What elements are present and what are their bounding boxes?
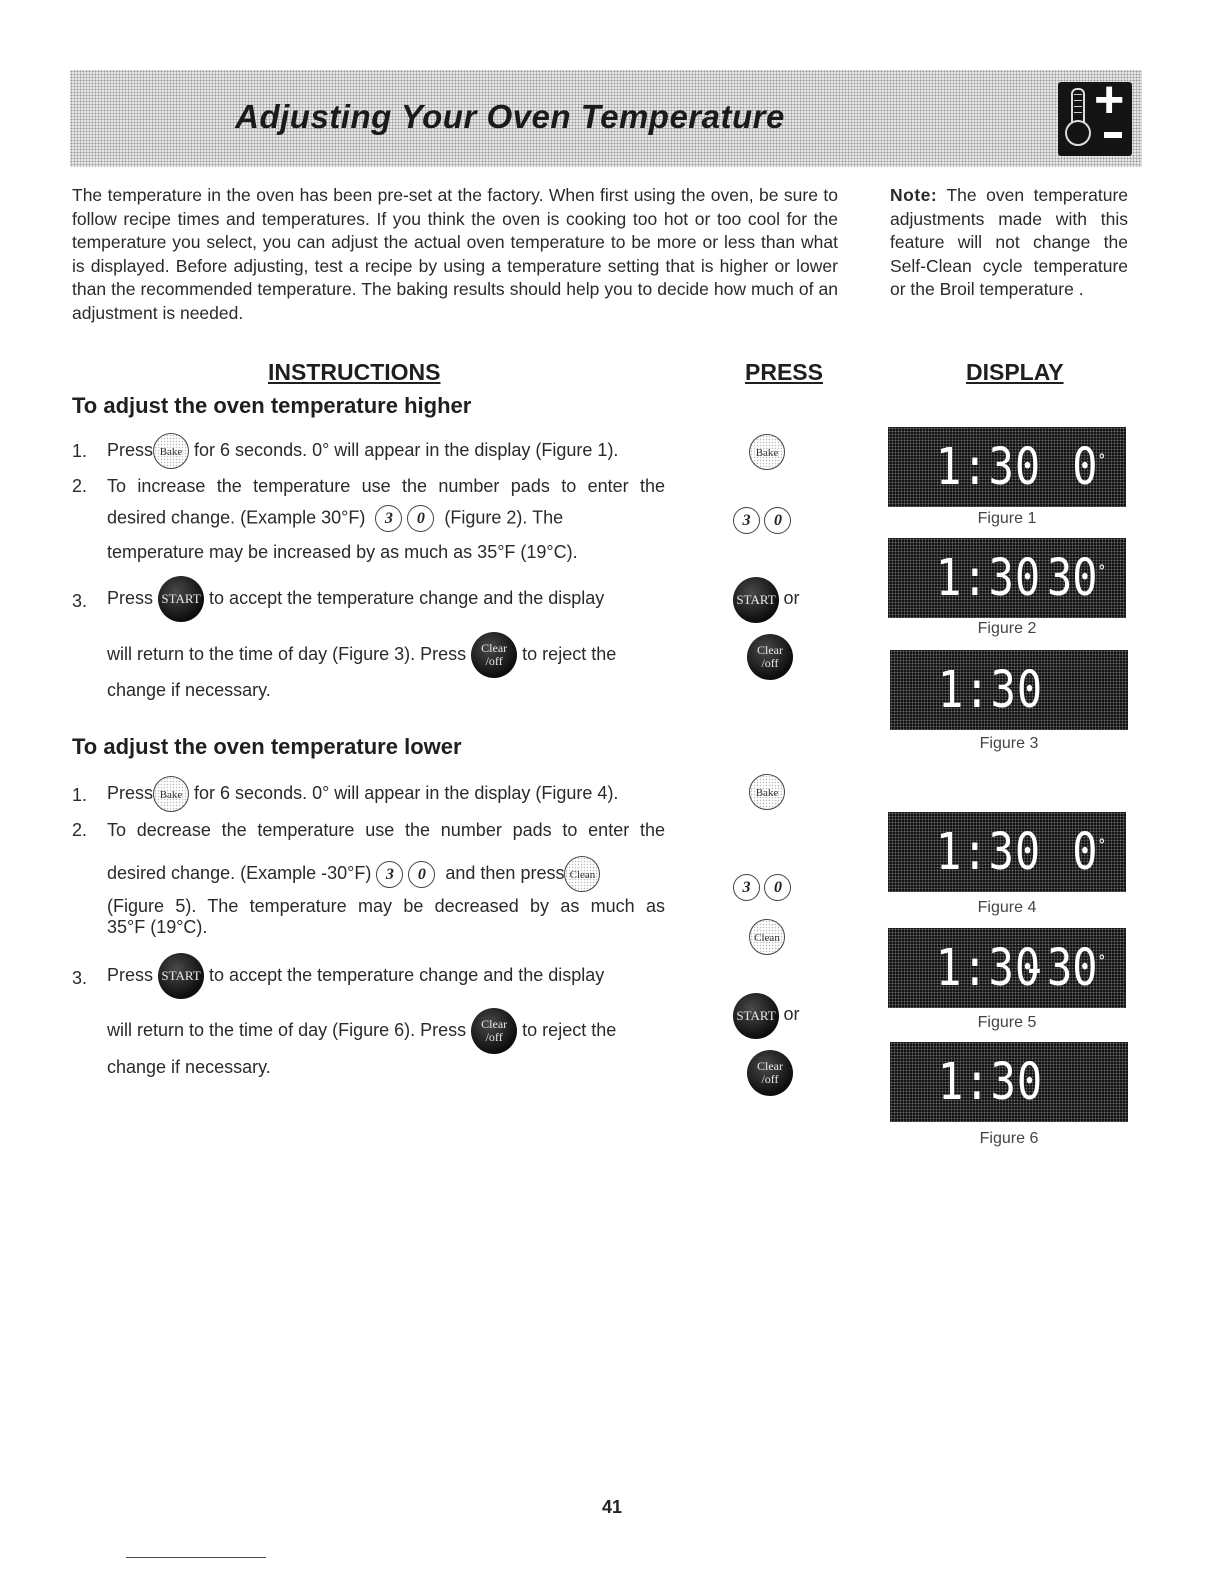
clear-off-button-icon [747,1050,793,1096]
lower-step2-line3: (Figure 5). The temperature may be decreased by as much as [107,896,665,916]
press-start-or [733,577,799,623]
figure-caption: Figure 4 [977,899,1037,916]
footer-divider [126,1557,266,1558]
higher-step2-line2 [107,505,563,532]
step-number: 1. [72,785,88,805]
degree-symbol: ° [1097,952,1106,972]
number-0-button-icon: 0 [408,861,435,888]
page-title: Adjusting Your Oven Temperature [235,98,785,135]
figure-caption: Figure 5 [977,1014,1037,1031]
thermometer-tick [1074,112,1082,113]
bake-button-icon: Bake [749,774,785,810]
step-text: Press [107,782,154,803]
step-text: Press [107,439,154,460]
step-text: (Figure 2). The [444,507,564,528]
press-heading: PRESS [745,359,823,385]
clear-off-button-icon [471,1008,517,1054]
step-number: 3. [72,591,88,611]
press-start-or [733,993,799,1039]
plus-icon: + [1094,71,1125,129]
thermometer-bulb-icon [1065,120,1091,146]
oven-display-figure-5 [888,928,1126,1008]
higher-step1-text [107,433,618,469]
display-temperature [1072,822,1106,881]
note-label: Note: [890,185,938,205]
display-time: 1:30 [936,822,1042,881]
number-0-button-icon: 0 [764,874,791,901]
off-label: /off [761,656,779,670]
intro-paragraph: The temperature in the oven has been pre-set at the factory. When first using the oven, be sure to follow recipe times and temperatures. If you think the oven is cooking too hot or too cool for the temperature you select, you can adjust the actual oven temperature to be more or less than what is displayed. Before adjusting, test a recipe by using a temperature setting that is higher or lower than the recommended temperature. The baking results should help you to decide how much of an adjustment is needed. [72,185,838,323]
bake-button-icon: Bake [153,776,189,812]
lower-step2-line1: To decrease the temperature use the number pads to enter the [107,820,665,840]
display-time: 1:30 [938,1052,1044,1111]
number-3-button-icon: 3 [376,861,403,888]
display-temperature [1072,437,1106,496]
lower-section-title: To adjust the oven temperature lower [72,734,462,759]
oven-display-figure-3 [890,650,1128,730]
higher-section-title: To adjust the oven temperature higher [72,393,472,418]
step-number: 1. [72,441,88,461]
thermometer-tick [1074,100,1082,101]
press-3-0 [733,874,791,901]
temp-value: 0 [1072,437,1098,496]
degree-symbol: ° [1097,562,1106,582]
display-time: 1:30 [936,548,1042,607]
display-heading: DISPLAY [966,359,1064,385]
step-text: desired change. (Example -30°F) [107,862,372,883]
step-text: to reject the [522,1019,617,1040]
display-temperature [1047,548,1106,607]
note-text: The oven temperature adjustments made with this feature will not change the Self-Clean cycle temperature or the Broil temperature . [890,185,1128,299]
header-banner [70,70,1142,167]
instructions-heading: INSTRUCTIONS [268,359,441,385]
minus-icon [1104,132,1122,138]
higher-step2-line1: To increase the temperature use the number pads to enter the [107,476,665,496]
press-bake [749,774,785,810]
thermometer-tick [1074,94,1082,95]
step-text: Press [107,964,154,985]
step-number: 2. [72,820,88,840]
lower-step3-line1 [107,953,604,999]
lower-step2-line4: 35°F (19°C). [107,917,208,937]
number-3-button-icon: 3 [733,874,760,901]
temp-value: 0 [1072,822,1098,881]
lower-step1-text [107,776,618,812]
off-label: /off [485,1030,503,1044]
clear-label: Clear [757,643,783,657]
number-0-button-icon: 0 [764,507,791,534]
start-button-icon: START [158,576,204,622]
clear-label: Clear [481,641,508,655]
oven-display-figure-6 [890,1042,1128,1122]
or-text: or [783,1004,800,1025]
press-clear [747,634,793,680]
start-button-icon: START [733,577,779,623]
step-text: and then press [445,862,565,883]
step-text: to reject the [522,643,617,664]
press-bake [749,434,785,470]
step-text: to accept the temperature change and the display [209,964,605,985]
clear-off-button-icon [747,634,793,680]
display-time: 1:30 [938,660,1044,719]
step-text: for 6 seconds. 0° will appear in the display (Figure 4). [194,782,619,803]
figure-caption: Figure 6 [979,1130,1039,1147]
clear-label: Clear [481,1017,508,1031]
or-text: or [783,588,800,609]
clear-label: Clear [757,1059,783,1073]
off-label: /off [761,1072,779,1086]
step-number: 3. [72,968,88,988]
number-3-button-icon: 3 [375,505,402,532]
higher-step3-line3: change if necessary. [107,680,271,700]
start-button-icon: START [733,993,779,1039]
display-time: 1:30 [936,938,1042,997]
step-text: will return to the time of day (Figure 3). Press [107,643,467,664]
oven-display-figure-1 [888,427,1126,507]
display-time: 1:30 [936,437,1042,496]
number-0-button-icon: 0 [407,505,434,532]
figure-caption: Figure 1 [977,510,1037,527]
thermometer-tick [1074,106,1082,107]
clean-button-icon: Clean [749,919,785,955]
bake-button-icon: Bake [153,433,189,469]
step-text: to accept the temperature change and the display [209,587,605,608]
higher-step2-line3: temperature may be increased by as much as 35°F (19°C). [107,542,578,562]
step-text: for 6 seconds. 0° will appear in the display (Figure 1). [194,439,619,460]
higher-step3-line2 [107,632,616,678]
step-text: desired change. (Example 30°F) [107,507,366,528]
thermometer-plus-minus-icon [1058,71,1132,156]
lower-step3-line3: change if necessary. [107,1057,271,1077]
press-clean [749,919,785,955]
oven-display-figure-4 [888,812,1126,892]
press-3-0 [733,507,791,534]
step-text: will return to the time of day (Figure 6). Press [107,1019,467,1040]
temp-value: -30 [1021,938,1098,997]
lower-step3-line2 [107,1008,616,1054]
degree-symbol: ° [1097,836,1106,856]
step-text: Press [107,587,154,608]
lower-step2-line2 [107,856,600,892]
higher-step3-line1 [107,576,604,622]
oven-display-figure-2 [888,538,1126,618]
number-3-button-icon: 3 [733,507,760,534]
note-paragraph [890,184,1128,302]
display-temperature [1022,938,1106,997]
start-button-icon: START [158,953,204,999]
clean-button-icon: Clean [564,856,600,892]
temp-value: 30 [1046,548,1098,607]
clear-off-button-icon [471,632,517,678]
page-number: 41 [601,1497,623,1517]
bake-button-icon: Bake [749,434,785,470]
step-number: 2. [72,476,88,496]
degree-symbol: ° [1097,451,1106,471]
figure-caption: Figure 3 [979,735,1039,752]
off-label: /off [485,654,503,668]
press-clear [747,1050,793,1096]
figure-caption: Figure 2 [977,620,1037,637]
